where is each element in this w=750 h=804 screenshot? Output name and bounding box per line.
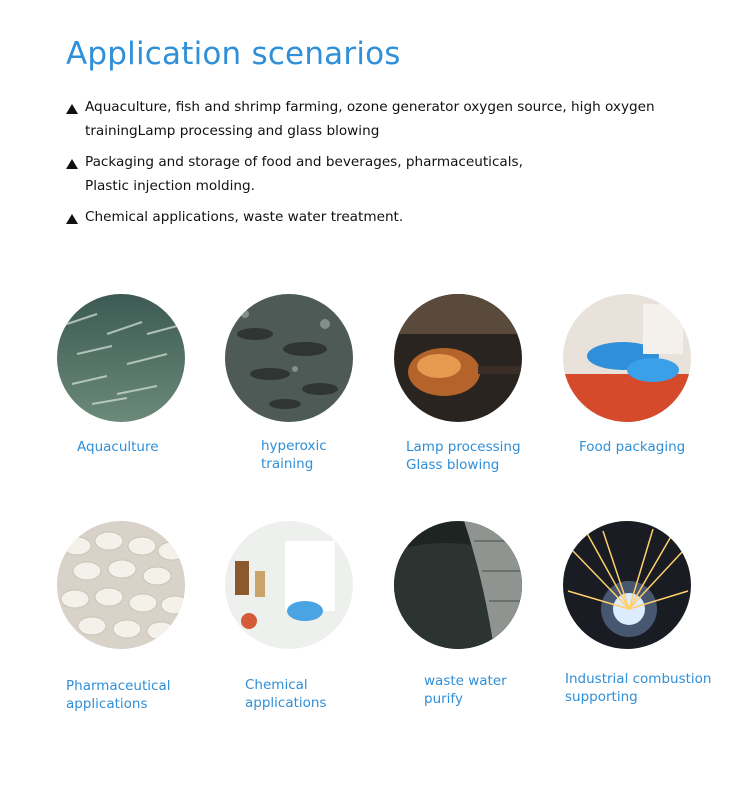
triangle-bullet-icon bbox=[66, 159, 78, 169]
bullet-item bbox=[66, 205, 666, 229]
scenario-caption: hyperoxic training bbox=[261, 438, 327, 472]
bullet-text: trainingLamp processing and glass blowing bbox=[85, 123, 380, 139]
scenario-caption: Food packaging bbox=[579, 439, 686, 455]
food-packaging-image bbox=[563, 294, 691, 422]
bullet-text: Plastic injection molding. bbox=[85, 178, 255, 194]
bullet-item bbox=[66, 150, 666, 198]
scenario-caption: waste water purify bbox=[424, 673, 507, 707]
fish-pond-image bbox=[225, 294, 353, 422]
scenario-caption: Industrial combustion supporting bbox=[565, 671, 712, 705]
page-title: Application scenarios bbox=[66, 36, 401, 72]
bullet-text: Chemical applications, waste water treatment. bbox=[85, 209, 404, 225]
triangle-bullet-icon bbox=[66, 214, 78, 224]
scenario-caption: Pharmaceutical applications bbox=[66, 678, 171, 712]
pills-image bbox=[57, 521, 185, 649]
glass-blowing-image bbox=[394, 294, 522, 422]
fish-school-image bbox=[57, 294, 185, 422]
scenario-caption: Lamp processing Glass blowing bbox=[406, 439, 521, 473]
bullet-item bbox=[66, 95, 666, 143]
water-treatment-image bbox=[394, 521, 522, 649]
scenario-caption: Aquaculture bbox=[77, 439, 159, 455]
laboratory-image bbox=[225, 521, 353, 649]
scenario-caption: Chemical applications bbox=[245, 677, 327, 711]
bullet-text: Aquaculture, fish and shrimp farming, ozone generator oxygen source, high oxygen bbox=[85, 99, 655, 115]
bullet-text: Packaging and storage of food and beverages, pharmaceuticals, bbox=[85, 154, 523, 170]
welding-sparks-image bbox=[563, 521, 691, 649]
triangle-bullet-icon bbox=[66, 104, 78, 114]
bullet-list bbox=[66, 95, 666, 236]
